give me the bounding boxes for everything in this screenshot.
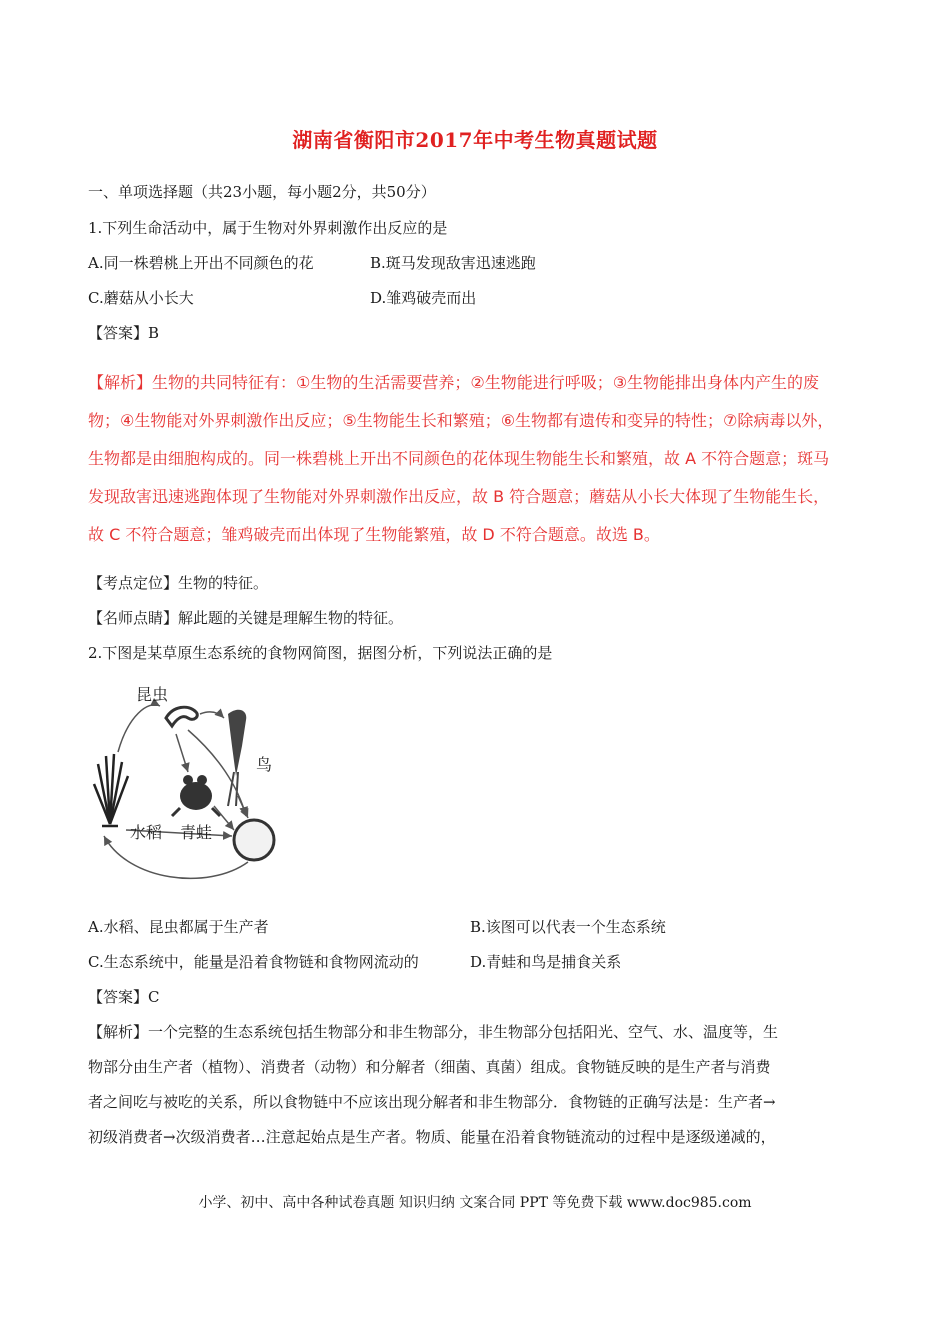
q1-analysis-line: 【解析】生物的共同特征有：①生物的生活需要营养；②生物能进行呼吸；③生物能排出身体内产生的废 — [88, 373, 820, 392]
page-title: 湖南省衡阳市2017年中考生物真题试题 — [292, 128, 658, 152]
q2-analysis-line: 初级消费者→次级消费者…注意起始点是生产者。物质、能量在沿着食物链流动的过程中是逐级递减的， — [88, 1128, 776, 1146]
q2-option-b: B.该图可以代表一个生态系统 — [470, 918, 666, 936]
decomposer-icon — [234, 820, 274, 860]
q1-analysis-line: 发现敌害迅速逃跑体现了生物能对外界刺激作出反应，故 B 符合题意；蘑菇从小长大体现了生物能生长， — [88, 487, 830, 506]
insect-icon — [166, 707, 197, 726]
q1-option-b: B.斑马发现敌害迅速逃跑 — [370, 254, 536, 272]
q1-kaodian: 【考点定位】生物的特征。 — [88, 574, 269, 592]
q1-analysis-line: 物；④生物能对外界刺激作出反应；⑤生物能生长和繁殖；⑥生物都有遗传和变异的特性；⑦除病毒以外， — [88, 411, 834, 430]
q2-option-a: A.水稻、昆虫都属于生产者 — [88, 918, 269, 936]
bird-label: 鸟 — [256, 755, 273, 774]
q1-option-d: D.雏鸡破壳而出 — [370, 289, 477, 307]
q2-analysis-line: 【解析】一个完整的生态系统包括生物部分和非生物部分，非生物部分包括阳光、空气、水、温度等，生 — [88, 1023, 779, 1041]
q2-option-c: C.生态系统中，能量是沿着食物链和食物网流动的 — [88, 953, 419, 971]
q1-analysis-line: 生物都是由细胞构成的。同一株碧桃上开出不同颜色的花体现生物能生长和繁殖，故 A 不符合题意；斑马 — [88, 449, 830, 468]
q2-answer: 【答案】C — [88, 988, 160, 1006]
insect-label: 昆虫 — [136, 685, 169, 704]
q2-analysis-line: 物部分由生产者（植物）、消费者（动物）和分解者（细菌、真菌）组成。食物链反映的是生产者与消费 — [88, 1058, 771, 1076]
q2-analysis-line: 者之间吃与被吃的关系，所以食物链中不应该出现分解者和非生物部分．食物链的正确写法是：生产者→ — [88, 1093, 776, 1111]
frog-icon — [172, 775, 220, 816]
q1-analysis-line: 故 C 不符合题意；雏鸡破壳而出体现了生物能繁殖，故 D 不符合题意。故选 B。 — [88, 525, 660, 544]
rice-label: 水稻 — [130, 823, 163, 842]
q2-option-d: D.青蛙和鸟是捕食关系 — [470, 953, 622, 971]
q1-answer: 【答案】B — [88, 324, 160, 342]
rice-icon — [94, 754, 128, 826]
section-heading: 一、单项选择题（共23小题，每小题2分，共50分） — [88, 183, 436, 201]
page-footer: 小学、初中、高中各种试卷真题 知识归纳 文案合同 PPT 等免费下载 www.doc985.com — [198, 1195, 752, 1211]
q1-stem: 1.下列生命活动中，属于生物对外界刺激作出反应的是 — [88, 219, 448, 237]
q1-mingshi: 【名师点睛】解此题的关键是理解生物的特征。 — [88, 609, 404, 627]
food-web-diagram — [88, 676, 288, 891]
q1-option-c: C.蘑菇从小长大 — [88, 289, 194, 307]
q1-option-a: A.同一株碧桃上开出不同颜色的花 — [88, 254, 314, 272]
q2-stem: 2.下图是某草原生态系统的食物网简图，据图分析，下列说法正确的是 — [88, 644, 553, 662]
frog-label: 青蛙 — [180, 823, 213, 842]
